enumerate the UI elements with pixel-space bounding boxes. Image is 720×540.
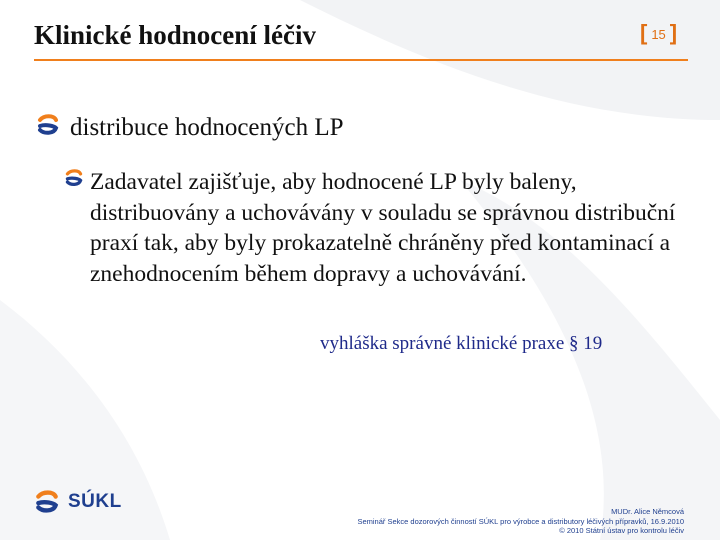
page-number-value: 15 xyxy=(651,26,666,42)
bullet-swirl-icon xyxy=(36,114,60,136)
footer-event: Seminář Sekce dozorových činností SÚKL pro výrobce a distributory léčivých přípravků, 16.9.2010 xyxy=(357,516,684,526)
bracket-close: ] xyxy=(669,20,678,45)
slide-title: Klinické hodnocení léčiv xyxy=(34,20,317,50)
bullet-level1: distribuce hodnocených LP xyxy=(70,114,344,141)
footer-copyright: © 2010 Státní ústav pro kontrolu léčiv xyxy=(559,526,684,535)
title-underline xyxy=(34,59,688,61)
legal-citation: vyhláška správné klinické praxe § 19 xyxy=(320,333,603,354)
bracket-open: [ xyxy=(640,20,648,45)
sukl-logo xyxy=(34,490,122,514)
footer-author: MUDr. Alice Němcová xyxy=(611,507,684,516)
footer xyxy=(357,507,684,536)
bullet-swirl-icon xyxy=(64,169,84,187)
page-number xyxy=(640,20,677,46)
logo-text: SÚKL xyxy=(68,491,122,512)
bullet-level2: Zadavatel zajišťuje, aby hodnocené LP byly baleny, distribuovány a uchovávány v souladu se správnou distribuční praxí tak, aby byly prokazatelně chráněny před kontaminací a znehodnocením během dopravy a uchovávání. xyxy=(90,169,676,287)
sukl-logo-icon xyxy=(34,490,60,514)
